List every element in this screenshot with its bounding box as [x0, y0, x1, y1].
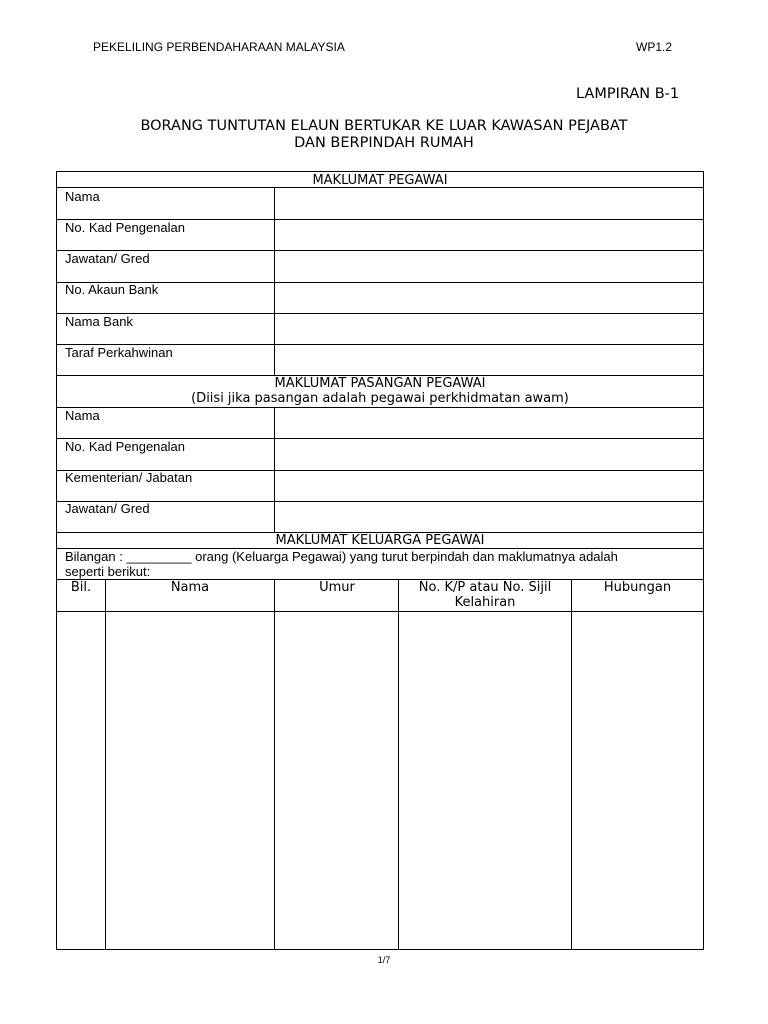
pegawai-bank-field[interactable] — [275, 314, 704, 345]
header-right-code: WP1.2 — [636, 40, 673, 54]
column-divider — [274, 407, 275, 532]
column-header-kp-line2: Kelahiran — [454, 595, 516, 610]
lampiran-label: LAMPIRAN B-1 — [576, 86, 680, 102]
form-title-line2: DAN BERPINDAH RUMAH — [294, 135, 474, 151]
pasangan-jawatan-label: Jawatan/ Gred — [65, 501, 150, 516]
family-kp-entry-area[interactable] — [399, 612, 571, 949]
pasangan-nama-label: Nama — [65, 408, 100, 423]
pegawai-bank-label: Nama Bank — [65, 314, 133, 329]
column-header-hubungan: Hubungan — [603, 580, 672, 595]
header-left-text: PEKELILING PERBENDAHARAAN MALAYSIA — [93, 40, 345, 54]
pegawai-ic-label: No. Kad Pengenalan — [65, 220, 185, 235]
pegawai-akaun-field[interactable] — [275, 283, 704, 314]
column-header-bil: Bil. — [70, 580, 92, 595]
pegawai-perkahwinan-field[interactable] — [275, 345, 704, 376]
pasangan-jawatan-field[interactable] — [275, 502, 704, 532]
family-umur-entry-area[interactable] — [275, 612, 398, 949]
pasangan-nama-field[interactable] — [275, 408, 704, 438]
section-subheading-pasangan: (Diisi jika pasangan adalah pegawai perkhidmatan awam) — [191, 391, 569, 406]
column-divider — [274, 187, 275, 375]
bilangan-line2: seperti berikut: — [65, 564, 151, 579]
family-bil-entry-area[interactable] — [57, 612, 105, 949]
bilangan-line1: Bilangan : _________ orang (Keluarga Pegawai) yang turut berpindah dan maklumatnya adalah — [65, 549, 618, 564]
pegawai-akaun-label: No. Akaun Bank — [65, 282, 159, 297]
family-hubungan-entry-area[interactable] — [572, 612, 703, 949]
section-heading-pasangan: MAKLUMAT PASANGAN PEGAWAI — [274, 376, 486, 391]
family-nama-entry-area[interactable] — [106, 612, 274, 949]
column-header-umur: Umur — [319, 580, 355, 595]
pasangan-ic-field[interactable] — [275, 439, 704, 470]
pegawai-ic-field[interactable] — [275, 220, 704, 251]
pasangan-ic-label: No. Kad Pengenalan — [65, 439, 185, 454]
column-header-nama: Nama — [170, 580, 210, 595]
pegawai-jawatan-field[interactable] — [275, 251, 704, 282]
pasangan-kementerian-field[interactable] — [275, 471, 704, 502]
pegawai-nama-field[interactable] — [275, 188, 704, 219]
page-number: 1/7 — [377, 955, 391, 965]
form-title-line1: BORANG TUNTUTAN ELAUN BERTUKAR KE LUAR KAWASAN PEJABAT — [140, 118, 628, 134]
pasangan-kementerian-label: Kementerian/ Jabatan — [65, 470, 193, 485]
pegawai-perkahwinan-label: Taraf Perkahwinan — [65, 345, 173, 360]
section-heading-pegawai: MAKLUMAT PEGAWAI — [312, 173, 448, 188]
section-heading-keluarga: MAKLUMAT KELUARGA PEGAWAI — [275, 533, 485, 548]
pegawai-jawatan-label: Jawatan/ Gred — [65, 251, 150, 266]
column-header-kp-line1: No. K/P atau No. Sijil — [418, 580, 552, 595]
pegawai-nama-label: Nama — [65, 189, 100, 204]
claim-form-table — [56, 171, 704, 950]
